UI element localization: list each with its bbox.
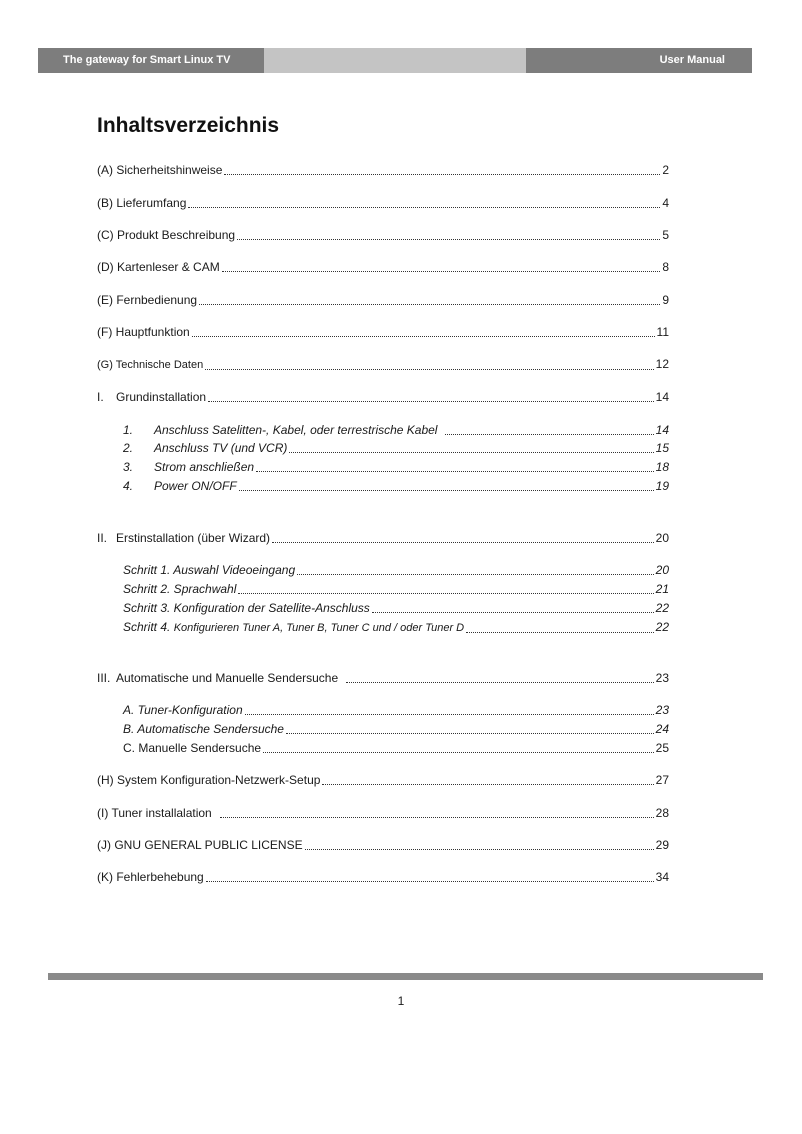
toc-subentry-i-3[interactable] <box>123 459 669 475</box>
toc-number: 3. <box>123 460 134 474</box>
toc-leader <box>263 752 654 753</box>
toc-leader <box>256 471 654 472</box>
toc-entry-k[interactable] <box>97 869 669 885</box>
toc-number: 4. <box>123 479 134 493</box>
toc-leader <box>289 452 653 453</box>
header-right-text: User Manual <box>659 54 725 66</box>
toc-subentry-ii-4[interactable] <box>123 619 669 636</box>
toc-page: 5 <box>662 228 669 242</box>
toc-subentry-i-4[interactable] <box>123 478 669 494</box>
toc-subentry-i-2[interactable] <box>123 440 669 456</box>
toc-leader <box>208 401 654 402</box>
toc-label: (D) Kartenleser & CAM <box>97 260 220 274</box>
toc-leader <box>245 714 654 715</box>
toc-leader <box>238 593 653 594</box>
toc-label: B. Automatische Sendersuche <box>123 722 284 736</box>
toc-label: Strom anschließen <box>154 460 255 474</box>
toc-page: 29 <box>655 838 669 852</box>
toc-leader <box>222 271 661 272</box>
toc-entry-section-i[interactable] <box>97 389 669 405</box>
toc-entry-a[interactable] <box>97 162 669 178</box>
toc-page: 12 <box>655 357 669 371</box>
toc-page: 22 <box>655 620 669 634</box>
toc-page: 15 <box>655 441 669 455</box>
toc-page: 9 <box>662 293 669 307</box>
toc-number: 1. <box>123 423 134 437</box>
toc-subentry-ii-1[interactable] <box>123 562 669 578</box>
toc-label: Anschluss TV (und VCR) <box>154 441 288 455</box>
toc-number: 2. <box>123 441 134 455</box>
toc-label: Schritt 2. Sprachwahl <box>123 582 237 596</box>
toc-leader <box>239 490 654 491</box>
toc-page: 28 <box>655 806 669 820</box>
toc-leader <box>205 369 653 370</box>
toc-leader <box>199 304 660 305</box>
toc-entry-section-iii[interactable] <box>97 670 669 686</box>
toc-leader <box>372 612 654 613</box>
toc-label: Erstinstallation (über Wizard) <box>116 531 271 545</box>
toc-leader <box>224 174 660 175</box>
toc-page: 19 <box>655 479 669 493</box>
toc-page: 23 <box>655 703 669 717</box>
toc-page: 2 <box>662 163 669 177</box>
toc-page: 21 <box>655 582 669 596</box>
toc-page: 11 <box>656 325 669 339</box>
page-number: 1 <box>397 994 405 1008</box>
toc-page: 20 <box>655 531 669 545</box>
page-title: Inhaltsverzeichnis <box>97 114 280 137</box>
header-bar <box>38 48 752 73</box>
toc-leader <box>188 207 660 208</box>
toc-label: (K) Fehlerbehebung <box>97 870 204 884</box>
toc-entry-i[interactable] <box>97 805 669 821</box>
toc-number: I. <box>97 390 104 404</box>
toc-number: III. <box>97 671 111 685</box>
toc-label: (C) Produkt Beschreibung <box>97 228 236 242</box>
toc-leader <box>346 682 654 683</box>
toc-label: (A) Sicherheitshinweise <box>97 163 223 177</box>
toc-subentry-ii-2[interactable] <box>123 581 669 597</box>
toc-subentry-i-1[interactable] <box>123 422 669 438</box>
toc-page: 20 <box>655 563 669 577</box>
toc-leader <box>206 881 654 882</box>
toc-page: 34 <box>655 870 669 884</box>
toc-subentry-iii-b[interactable] <box>123 721 669 737</box>
toc-page: 22 <box>655 601 669 615</box>
toc-entry-b[interactable] <box>97 195 669 211</box>
toc-label: A. Tuner-Konfiguration <box>123 703 243 717</box>
toc-label: (B) Lieferumfang <box>97 196 187 210</box>
header-middle-block <box>264 48 526 73</box>
toc-leader <box>445 434 653 435</box>
toc-subentry-iii-a[interactable] <box>123 702 669 718</box>
toc-leader <box>322 784 653 785</box>
header-right-block <box>526 48 752 73</box>
toc-entry-h[interactable] <box>97 772 669 788</box>
toc-label: Automatische und Manuelle Sendersuche <box>116 671 339 685</box>
toc-label: Anschluss Satelitten-, Kabel, oder terrestrische Kabel <box>154 423 438 437</box>
toc-leader <box>305 849 654 850</box>
toc-label: Power ON/OFF <box>154 479 237 493</box>
toc-entry-g[interactable] <box>97 356 669 373</box>
toc-page: 23 <box>655 671 669 685</box>
toc-label-prefix: Schritt 4. <box>123 620 171 634</box>
toc-page: 27 <box>655 773 669 787</box>
header-left-text: The gateway for Smart Linux TV <box>63 54 231 66</box>
toc-label: C. Manuelle Sendersuche <box>123 741 262 755</box>
toc-page: 4 <box>662 196 669 210</box>
toc-label: (E) Fernbedienung <box>97 293 198 307</box>
toc-entry-c[interactable] <box>97 227 669 243</box>
toc-subentry-iii-c[interactable] <box>123 740 669 756</box>
toc-leader <box>297 574 654 575</box>
toc-leader <box>286 733 654 734</box>
toc-label: Konfigurieren Tuner A, Tuner B, Tuner C und / oder Tuner D <box>173 622 465 634</box>
toc-label: (I) Tuner installalation <box>97 806 212 820</box>
toc-page: 24 <box>655 722 669 736</box>
toc-page: 25 <box>655 741 669 755</box>
toc-leader <box>466 632 654 633</box>
footer-bar <box>48 973 763 980</box>
toc-subentry-ii-3[interactable] <box>123 600 669 616</box>
toc-page: 14 <box>655 423 669 437</box>
toc-entry-section-ii[interactable] <box>97 530 669 546</box>
toc-entry-d[interactable] <box>97 259 669 275</box>
toc-label: (H) System Konfiguration-Netzwerk-Setup <box>97 773 321 787</box>
toc-page: 18 <box>655 460 669 474</box>
header-left-block <box>38 48 264 73</box>
toc-label: Schritt 1. Auswahl Videoeingang <box>123 563 296 577</box>
toc-label: Schritt 3. Konfiguration der Satellite-Anschluss <box>123 601 370 615</box>
toc-page: 14 <box>655 390 669 404</box>
toc-entry-f[interactable] <box>97 324 669 340</box>
toc-leader <box>272 542 654 543</box>
toc-label: (F) Hauptfunktion <box>97 325 190 339</box>
toc-leader <box>220 817 654 818</box>
toc-entry-j[interactable] <box>97 837 669 853</box>
toc-label: (G) Technische Daten <box>97 359 204 371</box>
toc-entry-e[interactable] <box>97 292 669 308</box>
toc-leader <box>192 336 655 337</box>
toc-number: II. <box>97 531 108 545</box>
toc-leader <box>237 239 660 240</box>
toc-label: (J) GNU GENERAL PUBLIC LICENSE <box>97 838 303 852</box>
toc-page: 8 <box>662 260 669 274</box>
toc-label: Grundinstallation <box>116 390 207 404</box>
